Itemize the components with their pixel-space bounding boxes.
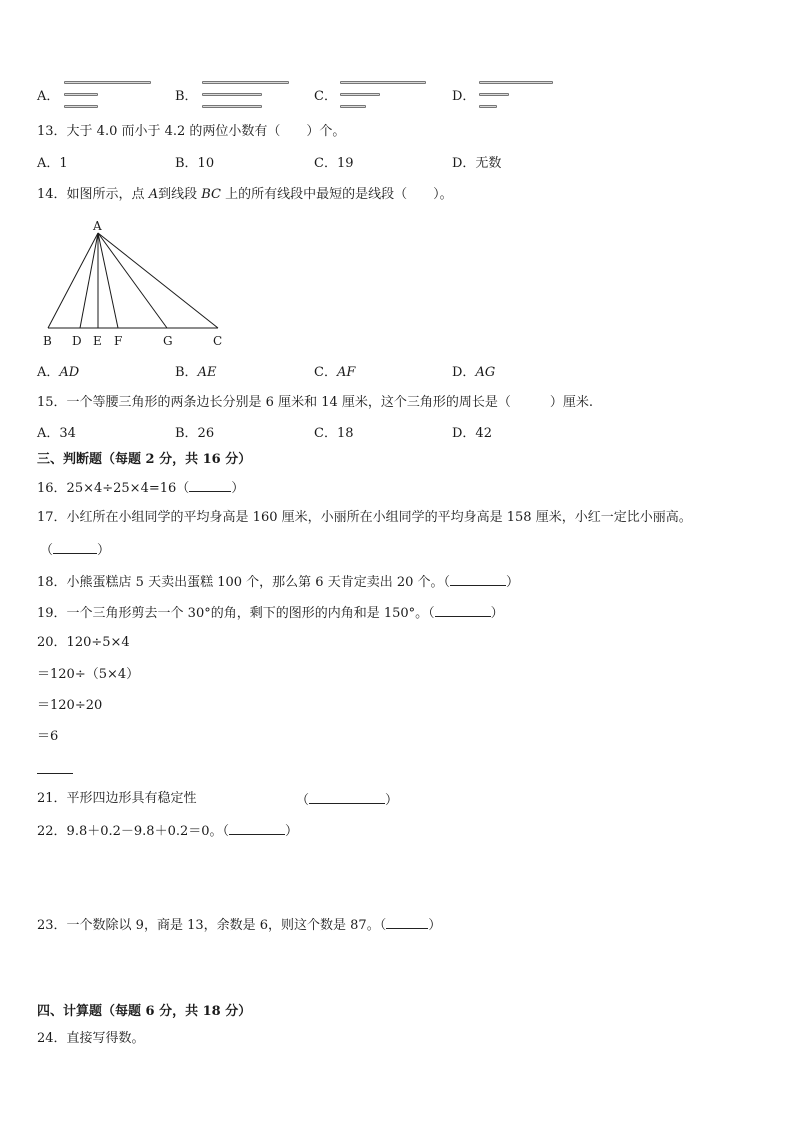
q14-triangle-figure [38,216,238,352]
q15-option-a: A．34 [37,426,76,441]
q23 [37,916,441,934]
q20-answer-blank[interactable] [37,773,73,774]
q23-text: 23．一个数除以 9，商是 13，余数是 6，则这个数是 87。（ [37,918,387,933]
section-3-title: 三、判断题（每题 2 分，共 16 分） [37,452,252,467]
q19-text: 19．一个三角形剪去一个 30°的角，剩下的图形的内角和是 150°。（ [37,606,435,621]
q12-c-short-bar-2 [340,105,366,108]
q14-option-a-value: AD [59,365,80,380]
q20-line-4: ＝6 [37,729,59,744]
q18 [37,573,519,591]
q12-b-mid-bar-1 [202,93,262,96]
q12-d-short-bar-2 [479,105,497,108]
q14-option-c-value: AF [336,365,356,380]
q12-a-long-bar [64,81,151,84]
q17-answer-line [40,541,110,559]
q15-option-b: B．26 [175,426,215,441]
q20-line-3: ＝120÷20 [37,698,103,713]
q14-segment-bc: BC [201,187,221,202]
q13-option-d: D．无数 [452,156,502,171]
label-f: F [114,334,123,348]
q13-stem: 13．大于 4.0 而小于 4.2 的两位小数有（ ）个。 [37,124,346,139]
q17-close-paren: ） [97,543,111,558]
section-4-title: 四、计算题（每题 6 分，共 18 分） [37,1004,252,1019]
q14-option-d [452,365,495,381]
q12-b-long-bar [202,81,289,84]
segment-ad [80,233,98,328]
q12-c-long-bar [340,81,426,84]
q12-b-mid-bar-2 [202,105,262,108]
q13-option-b: B．10 [175,156,215,171]
q17-answer-blank[interactable] [53,541,97,554]
segment-ab [48,233,98,328]
label-c: C [213,334,223,348]
q14-stem-mid: 到线段 [158,187,202,202]
q13-option-a: A．1 [37,156,68,171]
q12-a-short-bar-1 [64,93,98,96]
q20-line-1: 20．120÷5×4 [37,635,130,650]
q14-option-c [314,365,355,381]
label-g: G [163,334,173,348]
q15-option-d: D．42 [452,426,492,441]
q20-line-2: ＝120÷（5×4） [37,667,140,682]
label-b: B [43,334,52,348]
q12-option-a: A． [37,89,60,104]
q13-option-c: C．19 [314,156,354,171]
q18-answer-blank[interactable] [450,573,506,586]
q23-answer-blank[interactable] [386,916,428,929]
q19 [37,604,504,622]
q17-text: 17．小红所在小组同学的平均身高是 160 厘米，小丽所在小组同学的平均身高是 158 厘米，小红一定比小丽高。 [37,510,692,525]
q16-answer-blank[interactable] [189,479,231,492]
segment-ac [98,233,218,328]
q15-option-c: C．18 [314,426,354,441]
q22-text: 22．9.8＋0.2－9.8＋0.2＝0。（ [37,824,230,839]
q14-option-b-value: AE [197,365,217,380]
q21-answer-blank[interactable] [309,791,385,804]
q12-d-long-bar [479,81,553,84]
q18-text: 18．小熊蛋糕店 5 天卖出蛋糕 100 个，那么第 6 天肯定卖出 20 个。（ [37,575,450,590]
q14-option-a [37,365,79,381]
q17-open-paren: （ [40,543,54,558]
label-a: A [93,219,102,233]
q12-d-short-bar-1 [479,93,509,96]
q14-option-b [175,365,216,381]
q22-answer-blank[interactable] [229,822,285,835]
q14-option-d-letter: D． [452,365,476,380]
label-e: E [93,334,102,348]
q16-close-paren: ） [231,481,245,496]
q14-option-a-letter: A． [37,365,60,380]
q14-option-c-letter: C． [314,365,337,380]
q15-stem: 15．一个等腰三角形的两条边长分别是 6 厘米和 14 厘米，这个三角形的周长是（ ）厘米. [37,395,594,410]
q22 [37,822,298,840]
q14-stem-suffix: 上的所有线段中最短的是线段（ ）。 [220,187,453,202]
q12-option-c: C． [314,89,337,104]
q21-text: 21．平形四边形具有稳定性 [37,791,197,806]
q16 [37,479,244,497]
q18-close-paren: ） [506,575,520,590]
q12-option-b: B． [175,89,198,104]
q12-option-d: D． [452,89,476,104]
q23-close-paren: ） [428,918,442,933]
q19-close-paren: ） [490,606,504,621]
q14-stem [37,187,453,203]
q19-answer-blank[interactable] [435,604,491,617]
q14-stem-prefix: 14．如图所示，点 [37,187,149,202]
q24-text: 24．直接写得数。 [37,1031,145,1046]
q16-text: 16．25×4÷25×4=16（ [37,481,190,496]
q14-option-b-letter: B． [175,365,198,380]
q21-open-paren: （ [296,793,310,808]
q21-close-paren: ） [385,793,399,808]
q14-point-a: A [148,187,159,202]
label-d: D [72,334,82,348]
q21-answer [296,791,398,809]
q22-close-paren: ） [285,824,299,839]
q12-a-short-bar-2 [64,105,98,108]
q14-option-d-value: AG [475,365,496,380]
q12-c-short-bar-1 [340,93,380,96]
